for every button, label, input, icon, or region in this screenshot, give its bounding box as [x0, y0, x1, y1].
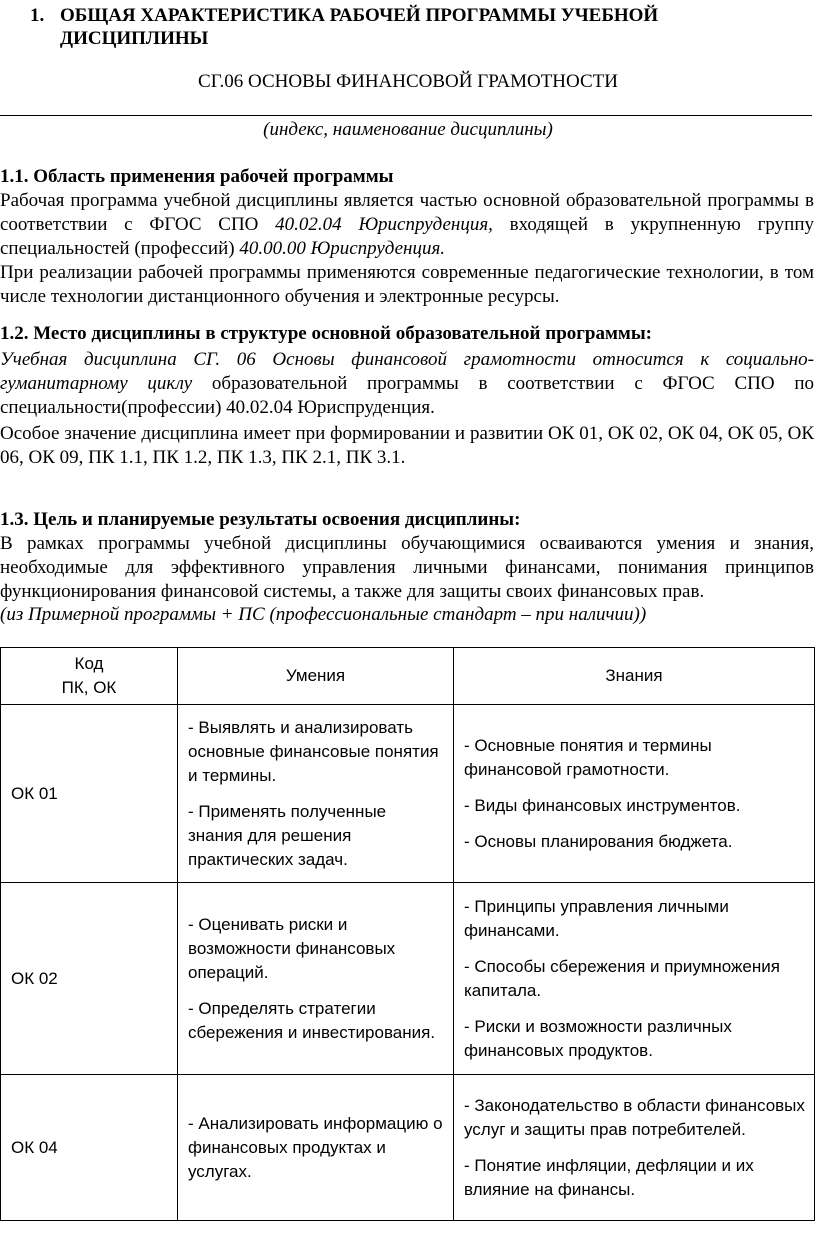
- section-number: 1.: [30, 5, 45, 26]
- knowledge-item: - Риски и возможности различных финансовых продуктов.: [464, 1016, 732, 1060]
- discipline-title: СГ.06 ОСНОВЫ ФИНАНСОВОЙ ГРАМОТНОСТИ: [198, 71, 618, 92]
- subsection-heading-1-3: 1.3. Цель и планируемые результаты освоения дисциплины:: [0, 509, 521, 530]
- knowledge-item: - Виды финансовых инструментов.: [464, 795, 741, 815]
- row-knowledge: [454, 1075, 815, 1221]
- text-run-italic: 40.00.00 Юриспруденция.: [239, 238, 446, 259]
- row-code: ОК 01: [1, 705, 178, 883]
- row-skills: [178, 705, 454, 883]
- row-skills: [178, 883, 454, 1075]
- table-header-row: [1, 648, 815, 705]
- text-run: Рабочая программа учебной дисциплины является частью основной образовательной программы в соответствии с ФГОС СПО: [0, 190, 814, 235]
- knowledge-item: - Законодательство в области финансовых услуг и защиты прав потребителей.: [464, 1095, 805, 1139]
- subsection-heading-1-2: 1.2. Место дисциплины в структуре основной образовательной программы:: [0, 323, 653, 344]
- text-run-italic: Учебная дисциплина СГ. 06 Основы финансовой грамотности относится к социально-гуманитарному циклу: [0, 349, 814, 394]
- section-title: ОБЩАЯ ХАРАКТЕРИСТИКА РАБОЧЕЙ ПРОГРАММЫ УЧЕБНОЙ ДИСЦИПЛИНЫ: [60, 5, 659, 49]
- paragraph-1-2-competencies: Особое значение дисциплина имеет при формировании и развитии ОК 01, ОК 02, ОК 04, ОК 05, ОК 06, ОК 09, ПК 1.1, ПК 1.2, ПК 1.3, ПК 2.1, ПК 3.1.: [0, 423, 814, 468]
- text-run: входящей в укрупненную группу специальностей (профессий): [0, 214, 814, 259]
- results-table: [0, 647, 815, 1221]
- text-run: образовательной программы в соответствии с ФГОС СПО по специальности(профессии) 40.02.04 Юриспруденция.: [0, 373, 814, 418]
- knowledge-item: - Понятие инфляции, дефляции и их влияние на финансы.: [464, 1155, 754, 1199]
- skill-item: - Выявлять и анализировать основные финансовые понятия и термины.: [188, 717, 439, 785]
- skill-item: - Применять полученные знания для решения практических задач.: [188, 801, 387, 869]
- row-code: ОК 02: [1, 883, 178, 1075]
- knowledge-item: - Основные понятия и термины финансовой грамотности.: [464, 735, 712, 779]
- header-code-line2: ПК, ОК: [61, 678, 117, 697]
- discipline-caption: (индекс, наименование дисциплины): [263, 119, 553, 140]
- knowledge-item: - Принципы управления личными финансами.: [464, 896, 729, 940]
- table-row: [1, 883, 815, 1075]
- row-skills: [178, 1075, 454, 1221]
- row-code: ОК 04: [1, 1075, 178, 1221]
- paragraph-1-2-place: [0, 348, 814, 420]
- paragraph-1-3-goals: В рамках программы учебной дисциплины обучающимися осваиваются умения и знания, необходимые для эффективного управления личными финансами, понимания принципов функционирования финансовой системы, а также для защиты своих финансовых прав.: [0, 533, 814, 602]
- underline-rule: [0, 115, 812, 116]
- paragraph-1-1-technologies: При реализации рабочей программы применяются современные педагогические технологии, в том числе технологии дистанционного обучения и электронные ресурсы.: [0, 262, 814, 307]
- paragraph-1-3-note: (из Примерной программы + ПС (профессиональные стандарт – при наличии)): [0, 604, 647, 625]
- skill-item: - Определять стратегии сбережения и инвестирования.: [188, 998, 436, 1042]
- header-skills: Умения: [178, 648, 454, 705]
- row-knowledge: [454, 883, 815, 1075]
- paragraph-1-1-scope: [0, 189, 814, 261]
- knowledge-item: - Основы планирования бюджета.: [464, 831, 733, 851]
- knowledge-item: - Способы сбережения и приумножения капитала.: [464, 956, 780, 1000]
- row-knowledge: [454, 705, 815, 883]
- table-row: [1, 705, 815, 883]
- text-run-italic: 40.02.04 Юриспруденция,: [275, 214, 493, 235]
- skill-item: - Оценивать риски и возможности финансовых операций.: [188, 914, 396, 982]
- skill-item: - Анализировать информацию о финансовых продуктах и услугах.: [188, 1113, 443, 1181]
- header-code-line1: Код: [74, 654, 104, 673]
- header-code: [1, 648, 178, 705]
- header-knowledge: Знания: [454, 648, 815, 705]
- subsection-heading-1-1: 1.1. Область применения рабочей программы: [0, 166, 394, 187]
- table-row: [1, 1075, 815, 1221]
